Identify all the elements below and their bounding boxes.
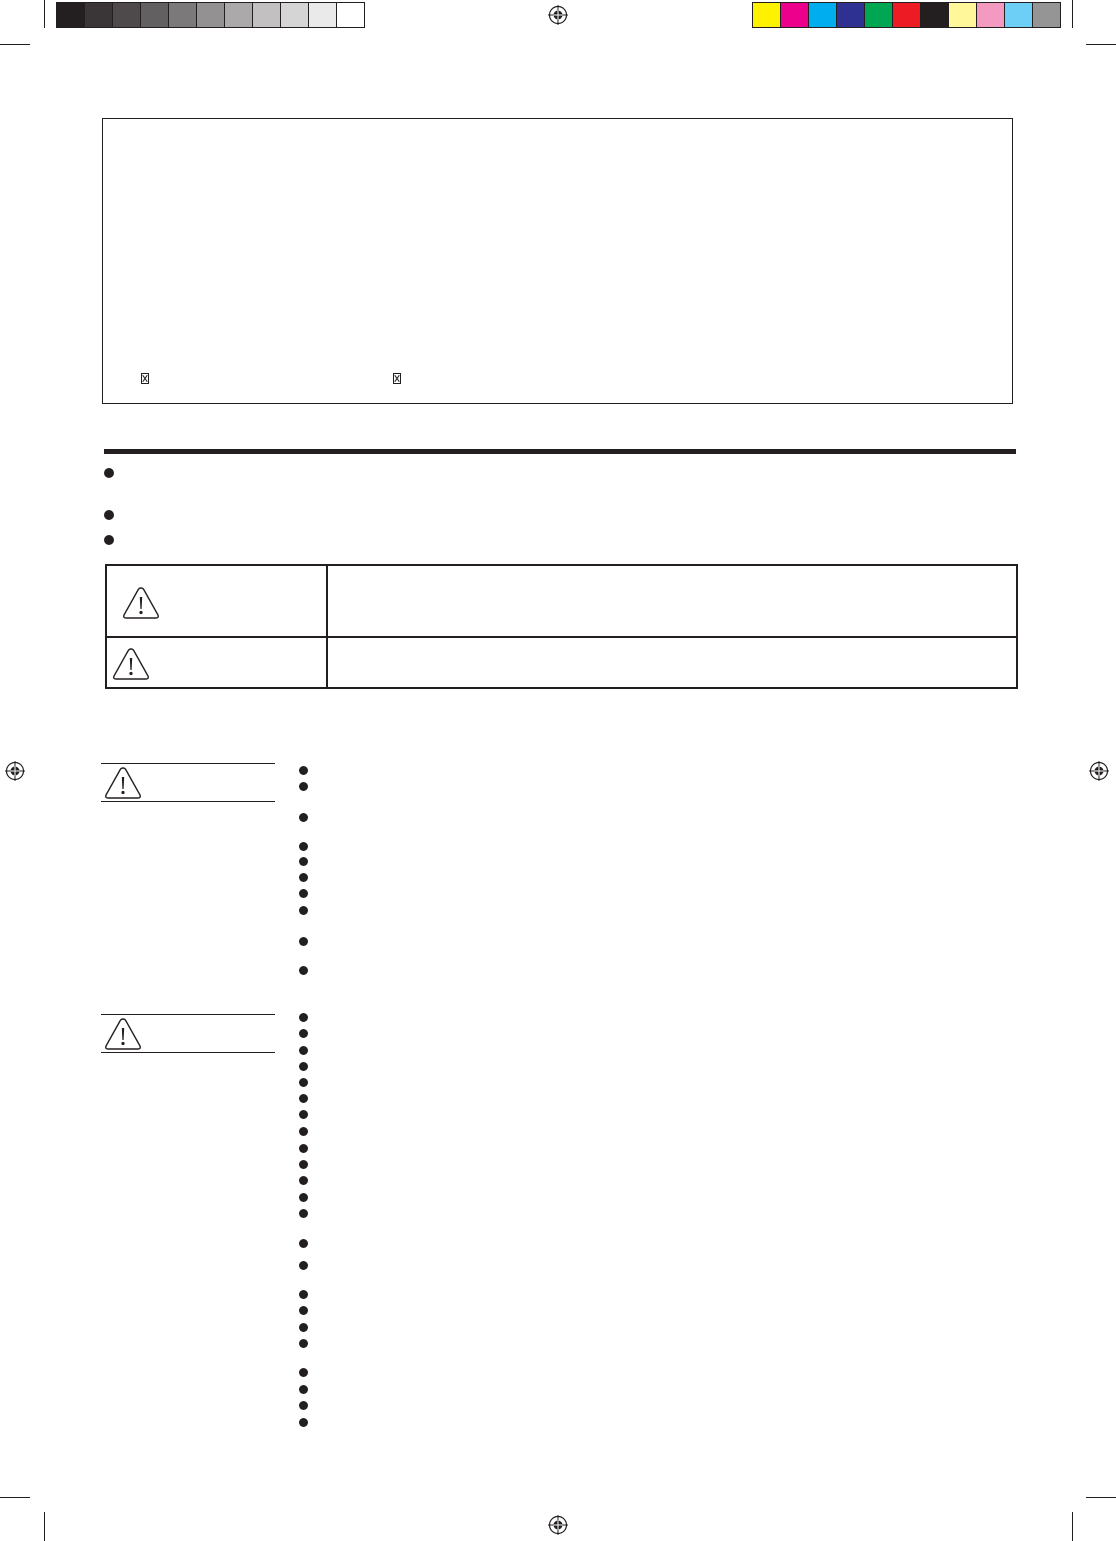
registration-mark-icon: [1089, 761, 1109, 781]
bullet-dot-icon: [299, 1239, 308, 1248]
color-swatch: [224, 2, 253, 28]
registration-mark-icon: [548, 1515, 568, 1535]
color-swatch: [140, 2, 169, 28]
bullet-dot-icon: [299, 813, 308, 822]
bullet-dot-icon: [299, 1029, 308, 1038]
color-swatch: [56, 2, 85, 28]
color-swatch: [752, 2, 781, 28]
bullet-dot-icon: [299, 782, 308, 791]
crop-mark: [1086, 44, 1116, 45]
bullet-dot-icon: [299, 1046, 308, 1055]
bullet-dot-icon: [299, 1401, 308, 1410]
section-rule: [101, 1014, 275, 1015]
bullet-dot-icon: [299, 1385, 308, 1394]
crop-mark: [0, 44, 30, 45]
bullet-dot-icon: [299, 1339, 308, 1348]
missing-glyph-box-icon: [141, 373, 149, 384]
bullet-dot-icon: [299, 1290, 308, 1299]
bullet-dot-icon: [299, 1323, 308, 1332]
bullet-dot-icon: [299, 1144, 308, 1153]
bullet-dot-icon: [299, 1094, 308, 1103]
registration-mark-icon: [548, 5, 568, 25]
color-swatch: [84, 2, 113, 28]
color-swatch: [920, 2, 949, 28]
bullet-dot-icon: [299, 857, 308, 866]
color-swatch: [1032, 2, 1061, 28]
bullet-dot-icon: [299, 889, 308, 898]
warning-triangle-icon: [104, 1017, 142, 1051]
color-swatch: [112, 2, 141, 28]
bullet-dot-icon: [299, 1209, 308, 1218]
bullet-dot-icon: [299, 1110, 308, 1119]
color-swatch: [196, 2, 225, 28]
table-divider: [107, 636, 1016, 638]
bullet-dot-icon: [299, 1160, 308, 1169]
crop-mark: [0, 1497, 30, 1498]
bullet-dot-icon: [299, 937, 308, 946]
color-swatch: [168, 2, 197, 28]
bullet-dot-icon: [299, 1127, 308, 1136]
bullet-dot-icon: [299, 1078, 308, 1087]
color-swatch: [280, 2, 309, 28]
color-swatch: [864, 2, 893, 28]
color-swatch: [308, 2, 337, 28]
crop-mark: [1072, 0, 1073, 28]
table-divider: [326, 566, 328, 687]
warning-triangle-icon: [104, 766, 142, 800]
warning-triangle-icon: [122, 586, 160, 620]
info-frame: [102, 118, 1013, 404]
bullet-dot-icon: [299, 842, 308, 851]
warning-triangle-icon: [112, 647, 150, 681]
missing-glyph-box-icon: [393, 373, 401, 384]
color-swatch: [976, 2, 1005, 28]
crop-mark: [44, 0, 45, 28]
color-swatch: [948, 2, 977, 28]
bullet-dot-icon: [299, 1306, 308, 1315]
bullet-dot-icon: [104, 510, 114, 520]
bullet-dot-icon: [104, 468, 114, 478]
section-heading-rule: [104, 449, 1016, 454]
crop-mark: [1072, 1512, 1073, 1541]
section-rule: [101, 763, 275, 764]
bullet-dot-icon: [299, 906, 308, 915]
bullet-dot-icon: [299, 1193, 308, 1202]
bullet-dot-icon: [299, 873, 308, 882]
bullet-dot-icon: [299, 1176, 308, 1185]
color-swatch: [892, 2, 921, 28]
color-swatch: [252, 2, 281, 28]
bullet-dot-icon: [299, 766, 308, 775]
section-rule: [101, 1052, 275, 1053]
crop-mark: [1086, 1497, 1116, 1498]
section-rule: [101, 801, 275, 802]
registration-mark-icon: [5, 761, 25, 781]
color-swatch: [808, 2, 837, 28]
bullet-dot-icon: [299, 1418, 308, 1427]
bullet-dot-icon: [104, 535, 114, 545]
bullet-dot-icon: [299, 1368, 308, 1377]
bullet-dot-icon: [299, 1013, 308, 1022]
crop-mark: [44, 1512, 45, 1541]
bullet-dot-icon: [299, 1261, 308, 1270]
signal-word-table: [105, 564, 1018, 689]
color-swatch: [336, 2, 365, 28]
color-swatch: [1004, 2, 1033, 28]
color-swatch: [836, 2, 865, 28]
bullet-dot-icon: [299, 1062, 308, 1071]
bullet-dot-icon: [299, 966, 308, 975]
color-swatch: [780, 2, 809, 28]
